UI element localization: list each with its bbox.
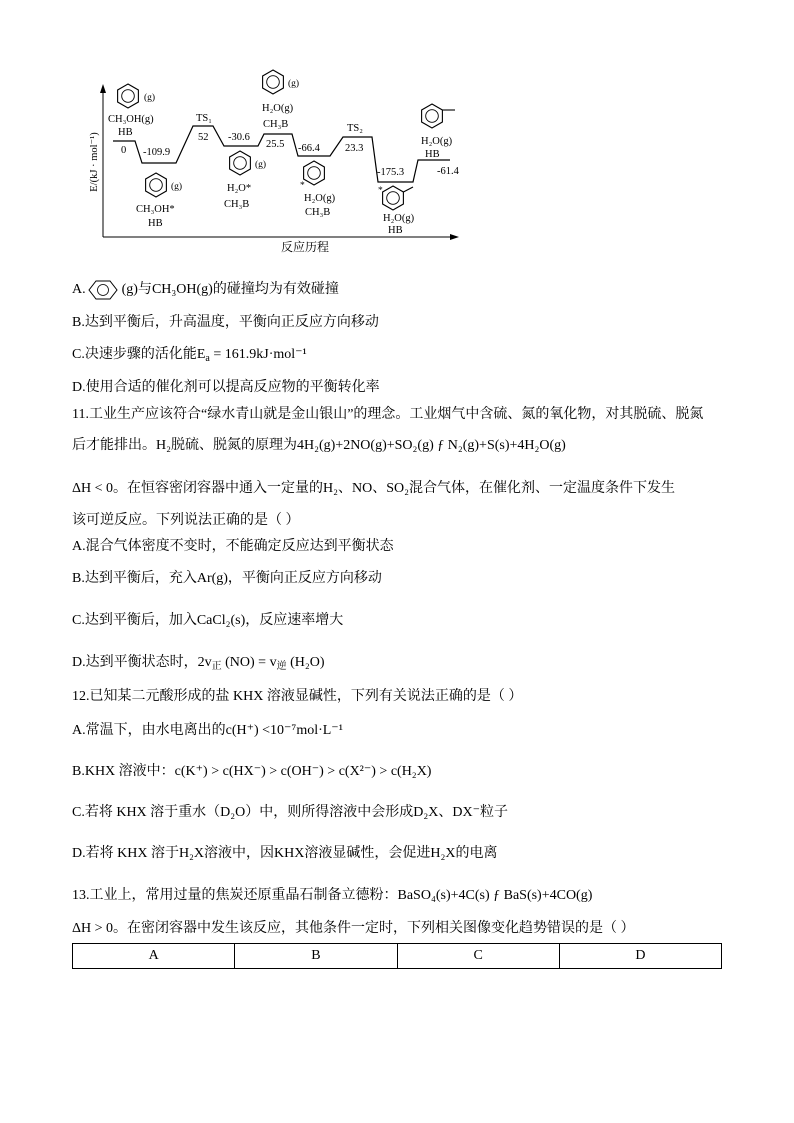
table-header-cell: A [73,944,235,969]
y-axis-arrow [100,84,106,93]
table-row [73,944,722,969]
rate-forward-symbol: 2v [197,655,212,670]
s6-energy-value: -61.4 [437,166,459,177]
q10-option-c-value: = 161.9kJ·mol⁻¹ [209,347,307,362]
q10-option-c-text: C.决速步骤的活化能E [72,347,206,362]
ts2-energy-value: 23.3 [345,143,364,154]
q11-option-a: A.混合气体密度不变时，不能确定反应达到平衡状态 [72,539,394,554]
s0-phase-label: (g) [144,93,156,103]
benzene-ring-icon [88,280,118,300]
s4-adsorbed-mark: * [300,181,305,191]
s2-species-line2: CH₃B [224,199,250,210]
q11-stem-line: ΔH < 0。在恒容密闭容器中通入一定量的H₂、NO、SO₂混合气体，在催化剂、一定温度条件下发生 [72,481,675,496]
s3-energy-value: 25.5 [266,139,285,150]
benzene-ring-icon [118,84,139,108]
q11-option-c: C.达到平衡后，加入CaCl₂(s)，反应速率增大 [72,613,344,628]
benzene-ring-icon [263,70,284,94]
q10-option-a [72,280,339,300]
benzene-ring-icon [146,173,167,197]
q10-option-d: D.使用合适的催化剂可以提高反应物的平衡转化率 [72,380,380,395]
benzene-ring-icon [304,161,325,185]
s0-energy-value: 0 [121,145,127,156]
q11-option-b: B.达到平衡后，充入Ar(g)，平衡向正反应方向移动 [72,571,382,586]
q12-option-a: A.常温下，由水电离出的c(H⁺) <10⁻⁷mol·L⁻¹ [72,723,343,738]
s3-species-line1: H₂O(g) [262,103,294,114]
q12-option-d: D.若将 KHX 溶于H₂X溶液中，因KHX溶液显碱性，会促进H₂X的电离 [72,846,498,861]
q13-stem-line: ΔH > 0。在密闭容器中发生该反应，其他条件一定时，下列相关图像变化趋势错误的是（ ） [72,921,635,936]
s2-species-line1: H₂O* [227,183,252,194]
rate-forward-subscript: 正 [211,661,222,672]
s5-adsorbed-mark: * [378,186,383,196]
q11-stem-line: 11.工业生产应该符合“绿水青山就是金山银山”的理念。工业烟气中含硫、氮的氧化物，对其脱硫、脱氮 [72,407,704,422]
q10-option-c [72,345,307,365]
table-header-cell: D [559,944,721,969]
s5-energy-value: -175.3 [377,167,405,178]
s4-species-line2: CH₃B [305,207,331,218]
s3-phase-label: (g) [288,79,300,89]
s6-species-line1: H₂O(g) [421,136,453,147]
q10-option-a-letter: A. [72,282,86,298]
toluene-ring-icon [383,186,404,210]
s0-species-line2: HB [118,127,133,138]
s1-species-line2: HB [148,218,163,229]
q10-option-a-text: (g)与CH₃OH(g)的碰撞均为有效碰撞 [121,282,339,298]
q13-stem-line: 13.工业上，常用过量的焦炭还原重晶石制备立德粉：BaSO₄(s)+4C(s) ƒ BaS(s)+4CO(g) [72,888,593,903]
y-axis-label: E/(kJ · mol⁻¹) [89,132,100,192]
q12-option-c: C.若将 KHX 溶于重水（D₂O）中，则所得溶液中会形成D₂X、DX⁻粒子 [72,805,508,820]
s4-species-line1: H₂O(g) [304,193,336,204]
ts2-label: TS₂ [347,123,363,134]
q11-stem-line: 后才能排出。H₂脱硫、脱氮的原理为4H₂(g)+2NO(g)+SO₂(g) ƒ N₂(g)+S(s)+4H₂O(g) [72,438,566,453]
methyl-bond-icon [403,187,413,192]
rate-reverse-subscript: 逆 [276,661,287,672]
ts1-energy-value: 52 [198,132,209,143]
s6-species-line2: HB [425,149,440,160]
activation-energy-subscript: a [205,353,210,364]
energy-profile-figure [0,0,794,262]
table-header-cell: C [397,944,559,969]
table-header-cell: B [235,944,397,969]
toluene-ring-icon [422,104,443,128]
benzene-ring-icon [230,151,251,175]
s1-species-line1: CH₃OH* [136,204,175,215]
rate-equation-end: (H₂O) [286,655,325,670]
x-axis-arrow [450,234,459,240]
q11-option-d [72,653,325,673]
s2-phase-label: (g) [255,160,267,170]
ts1-label: TS₁ [196,113,212,124]
s2-energy-value: -30.6 [228,132,250,143]
q11-option-d-text: D.达到平衡状态时， [72,655,198,670]
s5-species-line2: HB [388,225,403,236]
q13-option-table [72,943,722,969]
s1-phase-label: (g) [171,182,183,192]
s5-species-line1: H₂O(g) [383,213,415,224]
s4-energy-value: -66.4 [298,143,320,154]
s0-species-line1: CH₃OH(g) [108,114,154,125]
q11-stem-line: 该可逆反应。下列说法正确的是（ ） [72,513,300,528]
x-axis-label: 反应历程 [280,240,330,254]
s3-species-line2: CH₃B [263,119,289,130]
q10-option-b: B.达到平衡后，升高温度，平衡向正反应方向移动 [72,315,379,330]
s1-energy-value: -109.9 [143,147,171,158]
q12-option-b: B.KHX 溶液中：c(K⁺) > c(HX⁻) > c(OH⁻) > c(X²⁻) > c(H₂X) [72,764,432,779]
rate-equation-middle: (NO) = v [221,655,277,670]
q12-stem: 12.已知某二元酸形成的盐 KHX 溶液显碱性，下列有关说法正确的是（ ） [72,689,523,704]
